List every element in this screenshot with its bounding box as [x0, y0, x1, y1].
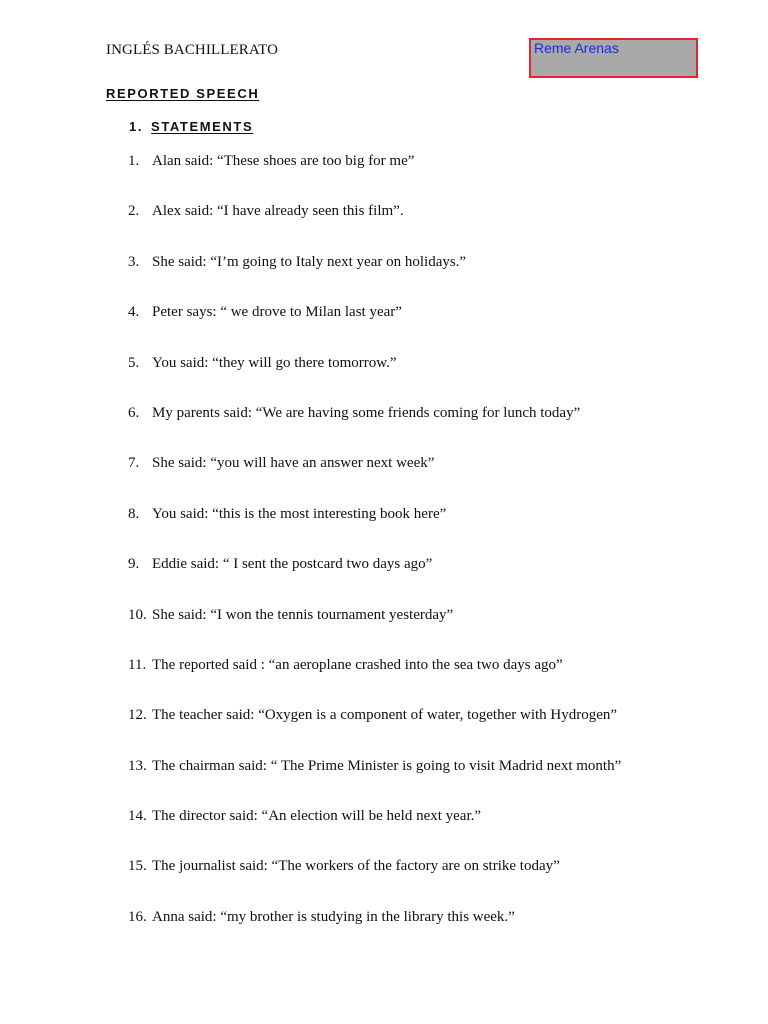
exercise-item	[128, 404, 621, 454]
exercise-item	[128, 857, 621, 907]
exercise-text: Anna said: “my brother is studying in the library this week.”	[152, 908, 515, 925]
exercise-item	[128, 908, 621, 958]
exercise-text: Peter says: “ we drove to Milan last year”	[152, 304, 402, 321]
exercise-text: Alex said: “I have already seen this film”.	[152, 203, 404, 220]
exercise-text: Alan said: “These shoes are too big for me”	[152, 153, 415, 169]
exercise-text: You said: “this is the most interesting book here”	[152, 505, 447, 522]
exercise-item	[128, 505, 621, 555]
subsection-heading	[129, 119, 253, 134]
exercise-text: The teacher said: “Oxygen is a component of water, together with Hydrogen”	[152, 707, 618, 724]
exercise-number: 10.	[128, 606, 147, 623]
exercise-text: My parents said: “We are having some friends coming for lunch today”	[152, 404, 581, 421]
exercise-text: The director said: “An election will be held next year.”	[152, 808, 482, 825]
exercise-text: She said: “I won the tennis tournament yesterday”	[152, 606, 454, 623]
exercise-text: The chairman said: “ The Prime Minister is going to visit Madrid next month”	[152, 757, 622, 774]
author-box	[529, 38, 698, 78]
exercise-number: 6.	[128, 404, 140, 421]
exercise-text: She said: “I’m going to Italy next year on holidays.”	[152, 253, 467, 270]
subsection-number: 1.	[129, 119, 144, 134]
exercise-item	[128, 152, 621, 202]
exercise-item	[128, 454, 621, 504]
exercise-item	[128, 555, 621, 605]
exercise-number: 8.	[128, 505, 140, 522]
exercise-text: You said: “they will go there tomorrow.”	[152, 354, 397, 371]
subsection-label: STATEMENTS	[151, 119, 254, 134]
exercise-item	[128, 606, 621, 656]
section-title: REPORTED SPEECH	[106, 86, 260, 101]
exercise-number: 4.	[128, 304, 140, 321]
exercise-number: 14.	[128, 808, 147, 825]
exercise-text: The reported said : “an aeroplane crashed into the sea two days ago”	[152, 656, 563, 673]
exercise-number: 13.	[128, 757, 147, 774]
exercise-number: 1.	[128, 153, 140, 169]
author-name: Reme Arenas	[534, 40, 619, 56]
exercise-text: She said: “you will have an answer next week”	[152, 455, 435, 472]
exercise-text: Eddie said: “ I sent the postcard two days ago”	[152, 556, 433, 573]
exercise-number: 2.	[128, 203, 140, 220]
exercise-item	[128, 202, 621, 252]
exercise-number: 11.	[128, 656, 147, 673]
exercise-item	[128, 706, 621, 756]
exercise-item	[128, 354, 621, 404]
exercise-number: 16.	[128, 908, 147, 925]
exercise-number: 7.	[128, 455, 140, 472]
course-title: INGLÉS BACHILLERATO	[106, 42, 279, 58]
exercise-number: 12.	[128, 707, 147, 724]
exercise-text: The journalist said: “The workers of the factory are on strike today”	[152, 858, 560, 875]
exercise-item	[128, 757, 621, 807]
exercise-list	[128, 152, 621, 958]
exercise-number: 15.	[128, 858, 147, 875]
exercise-item	[128, 656, 621, 706]
exercise-number: 9.	[128, 556, 140, 573]
exercise-item	[128, 807, 621, 857]
exercise-item	[128, 253, 621, 303]
exercise-number: 5.	[128, 354, 140, 371]
exercise-item	[128, 303, 621, 353]
exercise-number: 3.	[128, 253, 140, 270]
